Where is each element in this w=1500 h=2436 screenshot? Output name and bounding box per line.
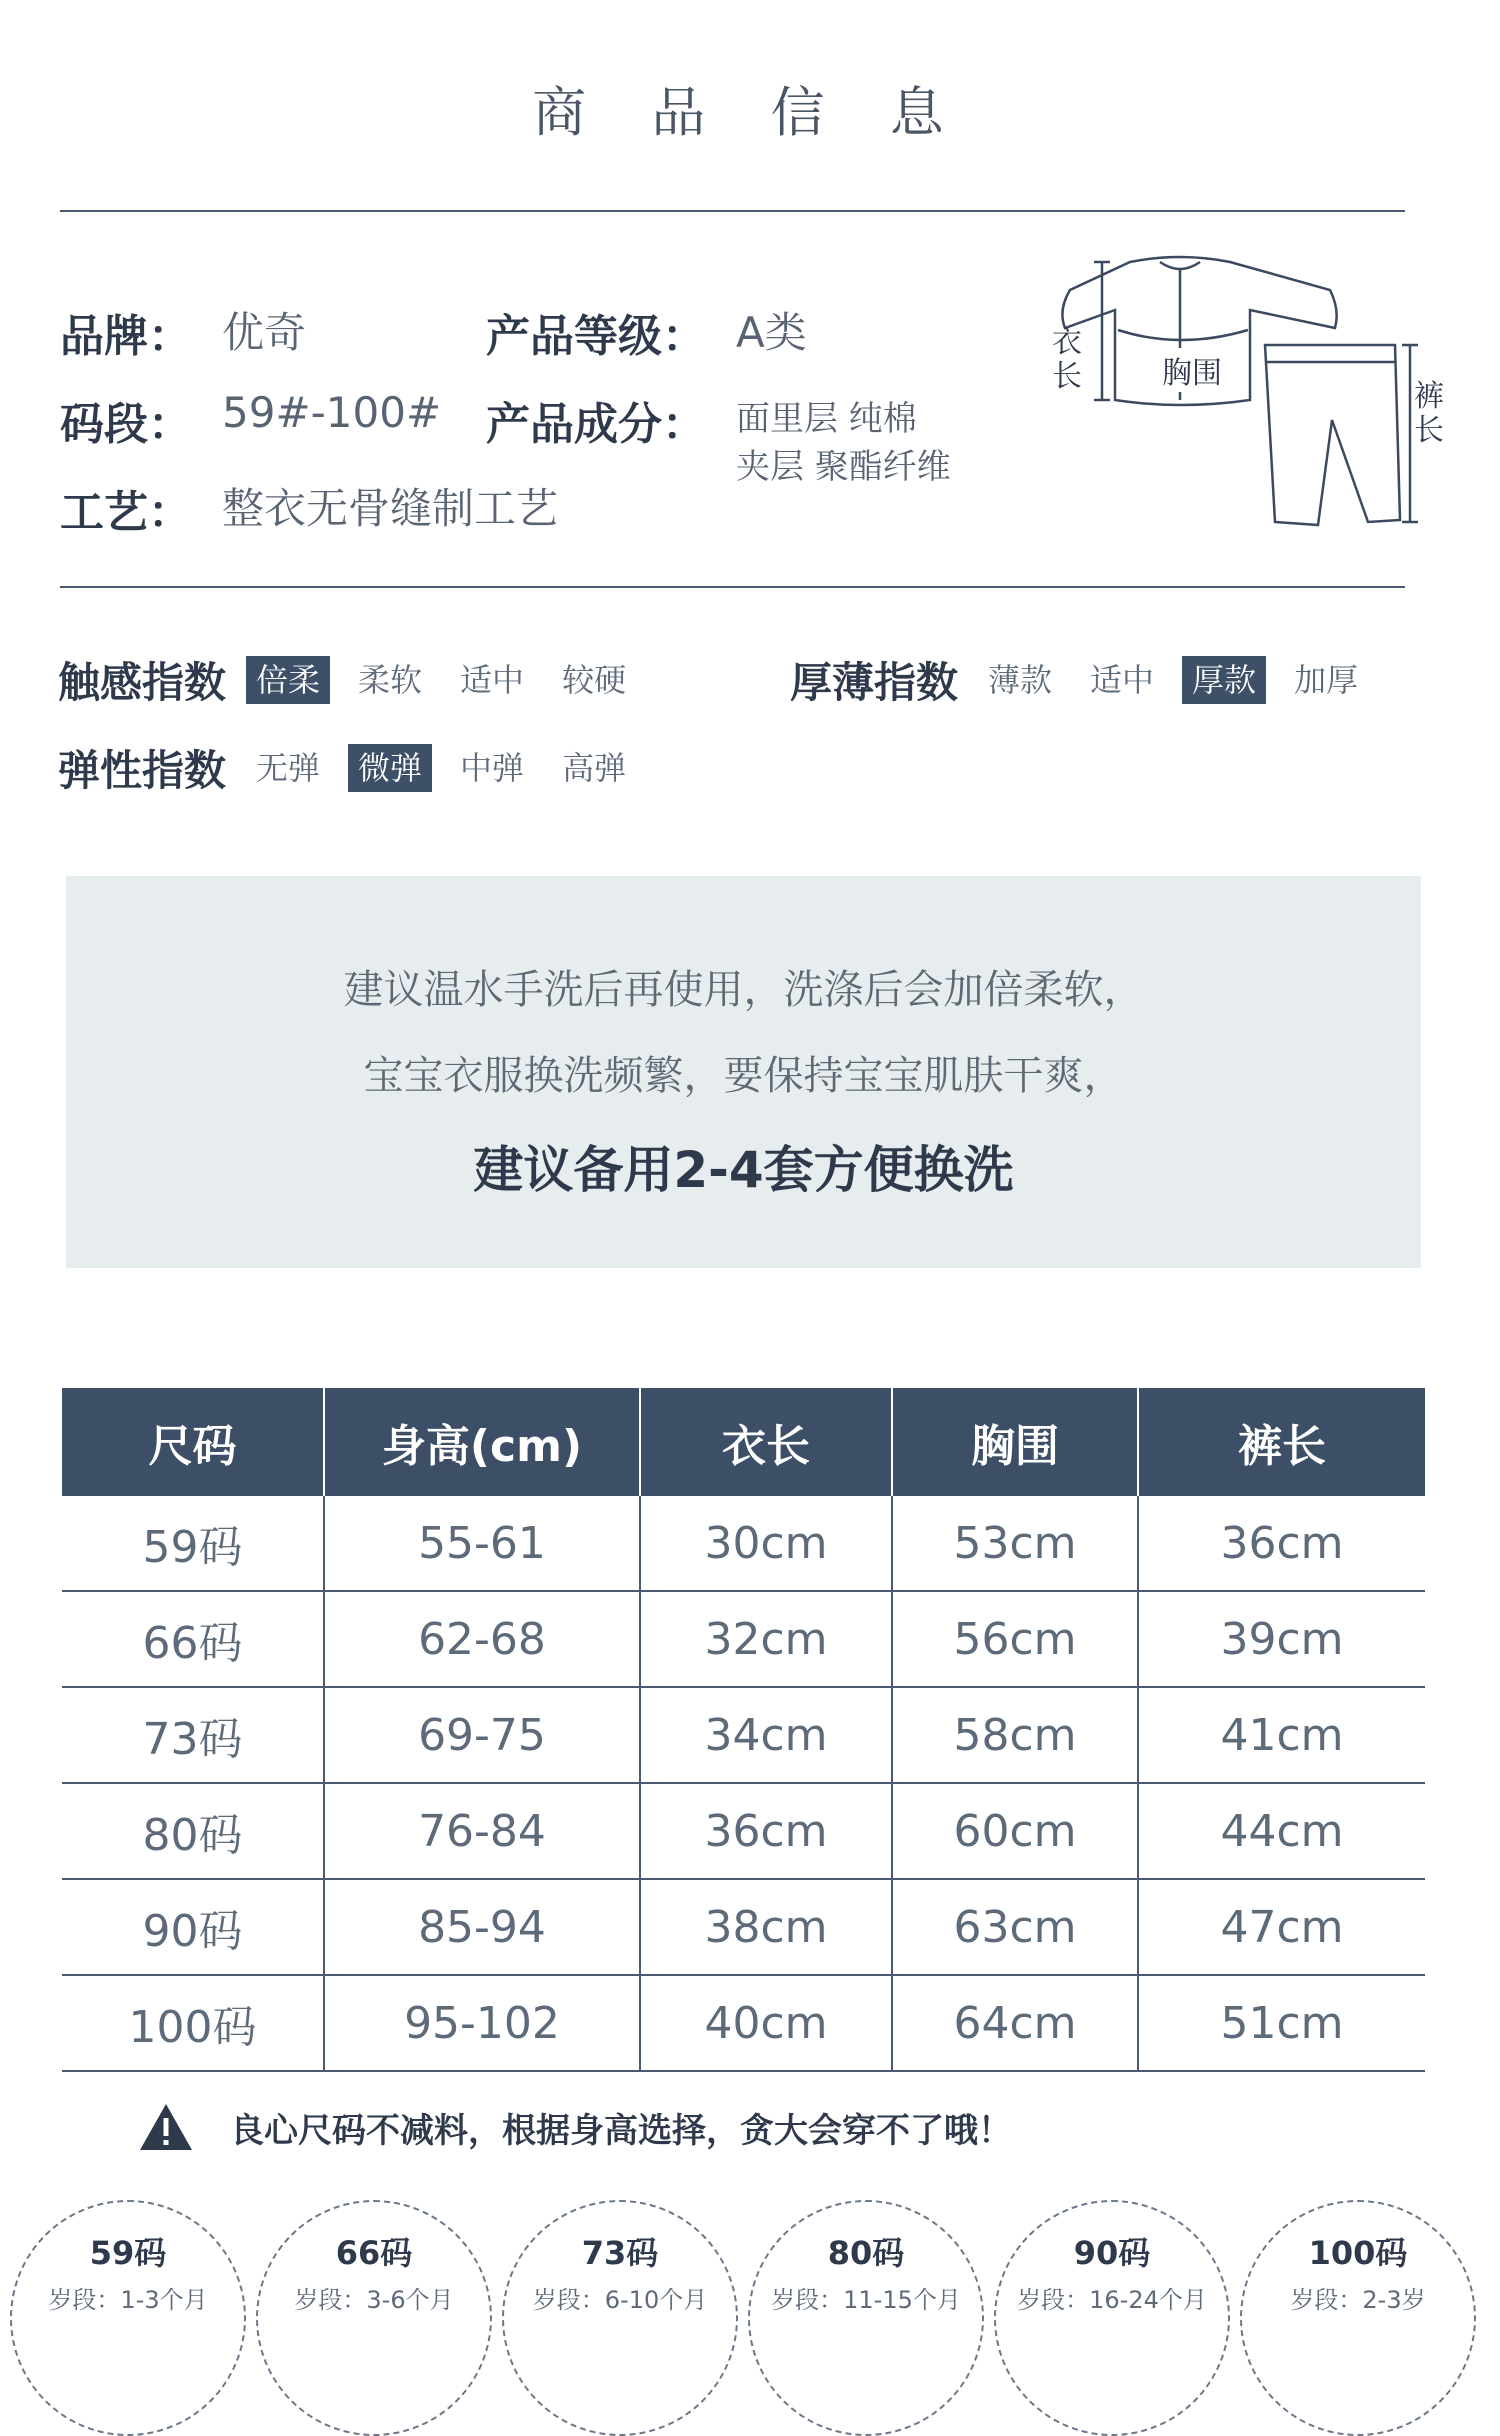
cell-top-length: 40cm (640, 1975, 892, 2071)
top-divider (60, 210, 1405, 212)
cell-size: 90码 (62, 1879, 324, 1975)
cell-pants-length: 41cm (1138, 1687, 1425, 1783)
bubble-size: 80码 (827, 2234, 905, 2272)
warning-icon (138, 2102, 194, 2152)
cell-top-length: 36cm (640, 1783, 892, 1879)
cell-height: 55-61 (324, 1496, 640, 1591)
grade-label: 产品等级： (486, 311, 706, 362)
top-length-label: 衣长 (1052, 325, 1082, 394)
bubble-age: 岁段：3-6个月 (294, 2286, 454, 2314)
thickness-index (790, 650, 1368, 710)
age-bubble-59 (10, 2200, 246, 2436)
touch-index-title: 触感指数 (58, 658, 227, 707)
cell-chest: 58cm (892, 1687, 1138, 1783)
thickness-option-1: 薄款 (988, 661, 1053, 699)
table-row (62, 1496, 1425, 1591)
thickness-option-2: 适中 (1090, 661, 1155, 699)
cell-size: 73码 (62, 1687, 324, 1783)
cell-pants-length: 44cm (1138, 1783, 1425, 1879)
elastic-option-4: 高弹 (562, 749, 627, 787)
cell-chest: 64cm (892, 1975, 1138, 2071)
cell-size: 80码 (62, 1783, 324, 1879)
touch-option-2: 柔软 (358, 661, 423, 699)
table-row (62, 1591, 1425, 1687)
cell-chest: 60cm (892, 1783, 1138, 1879)
composition-line-1: 面里层 纯棉 (736, 399, 917, 439)
brand-value: 优奇 (222, 308, 307, 357)
cell-top-length: 38cm (640, 1879, 892, 1975)
care-notice (66, 876, 1421, 1268)
col-height: 身高(cm) (324, 1388, 640, 1496)
age-bubble-90 (994, 2200, 1230, 2436)
cell-pants-length: 36cm (1138, 1496, 1425, 1591)
cell-chest: 53cm (892, 1496, 1138, 1591)
garment-outline-icon (1050, 250, 1450, 540)
cell-top-length: 30cm (640, 1496, 892, 1591)
bubble-age: 岁段：11-15个月 (771, 2286, 961, 2314)
care-line-2: 宝宝衣服换洗频繁，要保持宝宝肌肤干爽， (363, 1053, 1124, 1099)
garment-size-diagram (1050, 250, 1450, 540)
table-row (62, 1687, 1425, 1783)
bubble-size: 100码 (1308, 2234, 1408, 2272)
warning-text: 良心尺码不减料，根据身高选择，贪大会穿不了哦！ (230, 2110, 1012, 2151)
cell-height: 85-94 (324, 1879, 640, 1975)
thickness-option-4: 加厚 (1294, 661, 1359, 699)
age-bubble-66 (256, 2200, 492, 2436)
elastic-index-options (246, 744, 636, 792)
cell-pants-length: 47cm (1138, 1879, 1425, 1975)
col-pants-length: 裤长 (1138, 1388, 1425, 1496)
pants-length-label: 裤长 (1414, 379, 1444, 448)
col-size: 尺码 (62, 1388, 324, 1496)
cell-chest: 63cm (892, 1879, 1138, 1975)
age-bubble-100 (1240, 2200, 1476, 2436)
composition-label: 产品成分： (486, 399, 706, 450)
thickness-index-title: 厚薄指数 (790, 658, 959, 707)
composition-line-2: 夹层 聚酯纤维 (736, 447, 951, 487)
cell-pants-length: 39cm (1138, 1591, 1425, 1687)
table-row (62, 1975, 1425, 2071)
cell-top-length: 32cm (640, 1591, 892, 1687)
size-table (62, 1388, 1425, 2072)
cell-height: 76-84 (324, 1783, 640, 1879)
cell-chest: 56cm (892, 1591, 1138, 1687)
cell-top-length: 34cm (640, 1687, 892, 1783)
bubble-age: 岁段：6-10个月 (532, 2286, 708, 2314)
elastic-index (58, 738, 636, 798)
touch-index (58, 650, 636, 710)
elastic-index-title: 弹性指数 (58, 746, 227, 795)
table-header-row (62, 1388, 1425, 1496)
info-divider (60, 586, 1405, 588)
craft-value: 整衣无骨缝制工艺 (222, 484, 559, 533)
cell-height: 69-75 (324, 1687, 640, 1783)
bubble-age: 岁段：1-3个月 (48, 2286, 208, 2314)
cell-size: 59码 (62, 1496, 324, 1591)
cell-height: 95-102 (324, 1975, 640, 2071)
page-title: 商 品 信 息 (532, 81, 968, 144)
bubble-age: 岁段：2-3岁 (1290, 2286, 1426, 2314)
touch-option-3: 适中 (460, 661, 525, 699)
col-chest: 胸围 (892, 1388, 1138, 1496)
table-row (62, 1879, 1425, 1975)
age-bubble-73 (502, 2200, 738, 2436)
care-line-3: 建议备用2-4套方便换洗 (473, 1141, 1014, 1199)
bubble-size: 59码 (89, 2234, 167, 2272)
cell-pants-length: 51cm (1138, 1975, 1425, 2071)
bubble-size: 73码 (581, 2234, 659, 2272)
bubble-age: 岁段：16-24个月 (1017, 2286, 1207, 2314)
bubble-size: 90码 (1073, 2234, 1151, 2272)
age-bubble-80 (748, 2200, 984, 2436)
touch-index-options (246, 656, 636, 704)
cell-size: 66码 (62, 1591, 324, 1687)
size-range-value: 59#-100# (222, 388, 442, 437)
brand-label: 品牌： (60, 311, 192, 362)
cell-size: 100码 (62, 1975, 324, 2071)
size-warning (138, 2102, 1012, 2152)
bubble-size: 66码 (335, 2234, 413, 2272)
care-line-1: 建议温水手洗后再使用，洗涤后会加倍柔软， (343, 967, 1144, 1013)
size-range-label: 码段： (60, 399, 192, 450)
col-top-length: 衣长 (640, 1388, 892, 1496)
touch-option-1: 倍柔 (246, 656, 330, 704)
grade-value: A类 (736, 308, 807, 357)
elastic-option-2: 微弹 (348, 744, 432, 792)
thickness-option-3: 厚款 (1182, 656, 1266, 704)
table-row (62, 1783, 1425, 1879)
cell-height: 62-68 (324, 1591, 640, 1687)
chest-label: 胸围 (1162, 348, 1222, 392)
touch-option-4: 较硬 (562, 661, 627, 699)
craft-label: 工艺： (60, 487, 192, 538)
elastic-option-1: 无弹 (256, 749, 321, 787)
thickness-index-options (978, 656, 1368, 704)
elastic-option-3: 中弹 (460, 749, 525, 787)
